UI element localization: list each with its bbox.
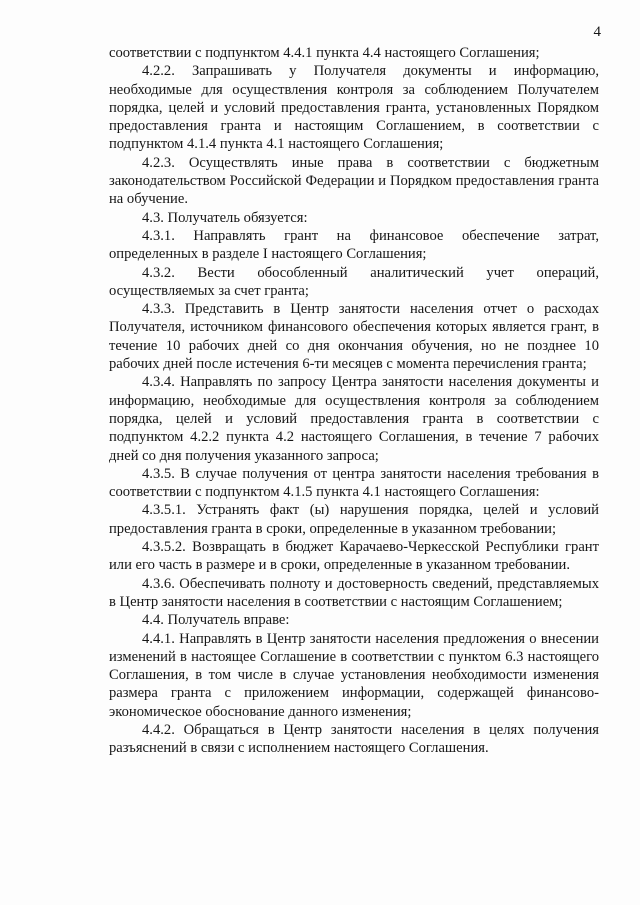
paragraph: 4.3.5. В случае получения от центра занятости населения требования в соответствии с подпунктом 4.1.5 пункта 4.1 настоящего Соглашения: xyxy=(109,465,599,501)
paragraph: 4.2.2. Запрашивать у Получателя документы и информацию, необходимые для осуществления контроля за соблюдением Получателем порядка, целей и условий предоставления гранта, установленных Порядком предоставления гранта и настоящим Соглашением, в соответствии с подпунктом 4.1.4 пункта 4.1 настоящего Соглашения; xyxy=(109,63,599,153)
paragraph: 4.3.6. Обеспечивать полноту и достоверность сведений, представляемых в Центр занятости населения в соответствии с настоящим Соглашением; xyxy=(109,575,599,610)
paragraph: 4.4.2. Обращаться в Центр занятости населения в целях получения разъяснений в связи с исполнением настоящего Соглашения. xyxy=(109,721,599,757)
page-number: 4 xyxy=(593,24,601,40)
document-body xyxy=(109,44,599,758)
paragraph: 4.3. Получатель обязуется: xyxy=(142,209,308,226)
paragraph: 4.3.5.2. Возвращать в бюджет Карачаево-Черкесской Республики грант или его часть в размере и в сроки, определенные в указанном требовании. xyxy=(109,539,599,574)
paragraph: 4.3.2. Вести обособленный аналитический учет операций, осуществляемых за счет гранта; xyxy=(109,264,599,299)
paragraph: 4.3.3. Представить в Центр занятости населения отчет о расходах Получателя, источником финансового обеспечения которых является грант, в течение 10 рабочих дней со дня окончания обучения, но не позднее 10 рабочих дней после истечения 6-ти месяцев с момента перечисления гранта; xyxy=(109,301,599,373)
paragraph: 4.4.1. Направлять в Центр занятости населения предложения о внесении изменений в настоящее Соглашение в соответствии с пунктом 6.3 настоящего Соглашения, в том числе в случае установления необходимости изменения размера гранта с приложением информации, содержащей финансово-экономическое обоснование данного изменения; xyxy=(109,630,599,720)
paragraph: 4.4. Получатель вправе: xyxy=(142,612,290,629)
paragraph: соответствии с подпунктом 4.4.1 пункта 4.4 настоящего Соглашения; xyxy=(109,45,540,61)
paragraph: 4.2.3. Осуществлять иные права в соответствии с бюджетным законодательством Российской Федерации и Порядком предоставления гранта на обучение. xyxy=(109,154,599,208)
paragraph: 4.3.5.1. Устранять факт (ы) нарушения порядка, целей и условий предоставления гранта в сроки, определенные в указанном требовании; xyxy=(109,502,599,537)
paragraph: 4.3.4. Направлять по запросу Центра занятости населения документы и информацию, необходимые для осуществления контроля за соблюдением порядка, целей и условий предоставления гранта в соответствии с подпунктом 4.2.2 пункта 4.2 настоящего Соглашения, в течение 7 рабочих дней со дня получения указанного запроса; xyxy=(109,374,599,464)
paragraph: 4.3.1. Направлять грант на финансовое обеспечение затрат, определенных в разделе I настоящего Соглашения; xyxy=(109,227,599,263)
